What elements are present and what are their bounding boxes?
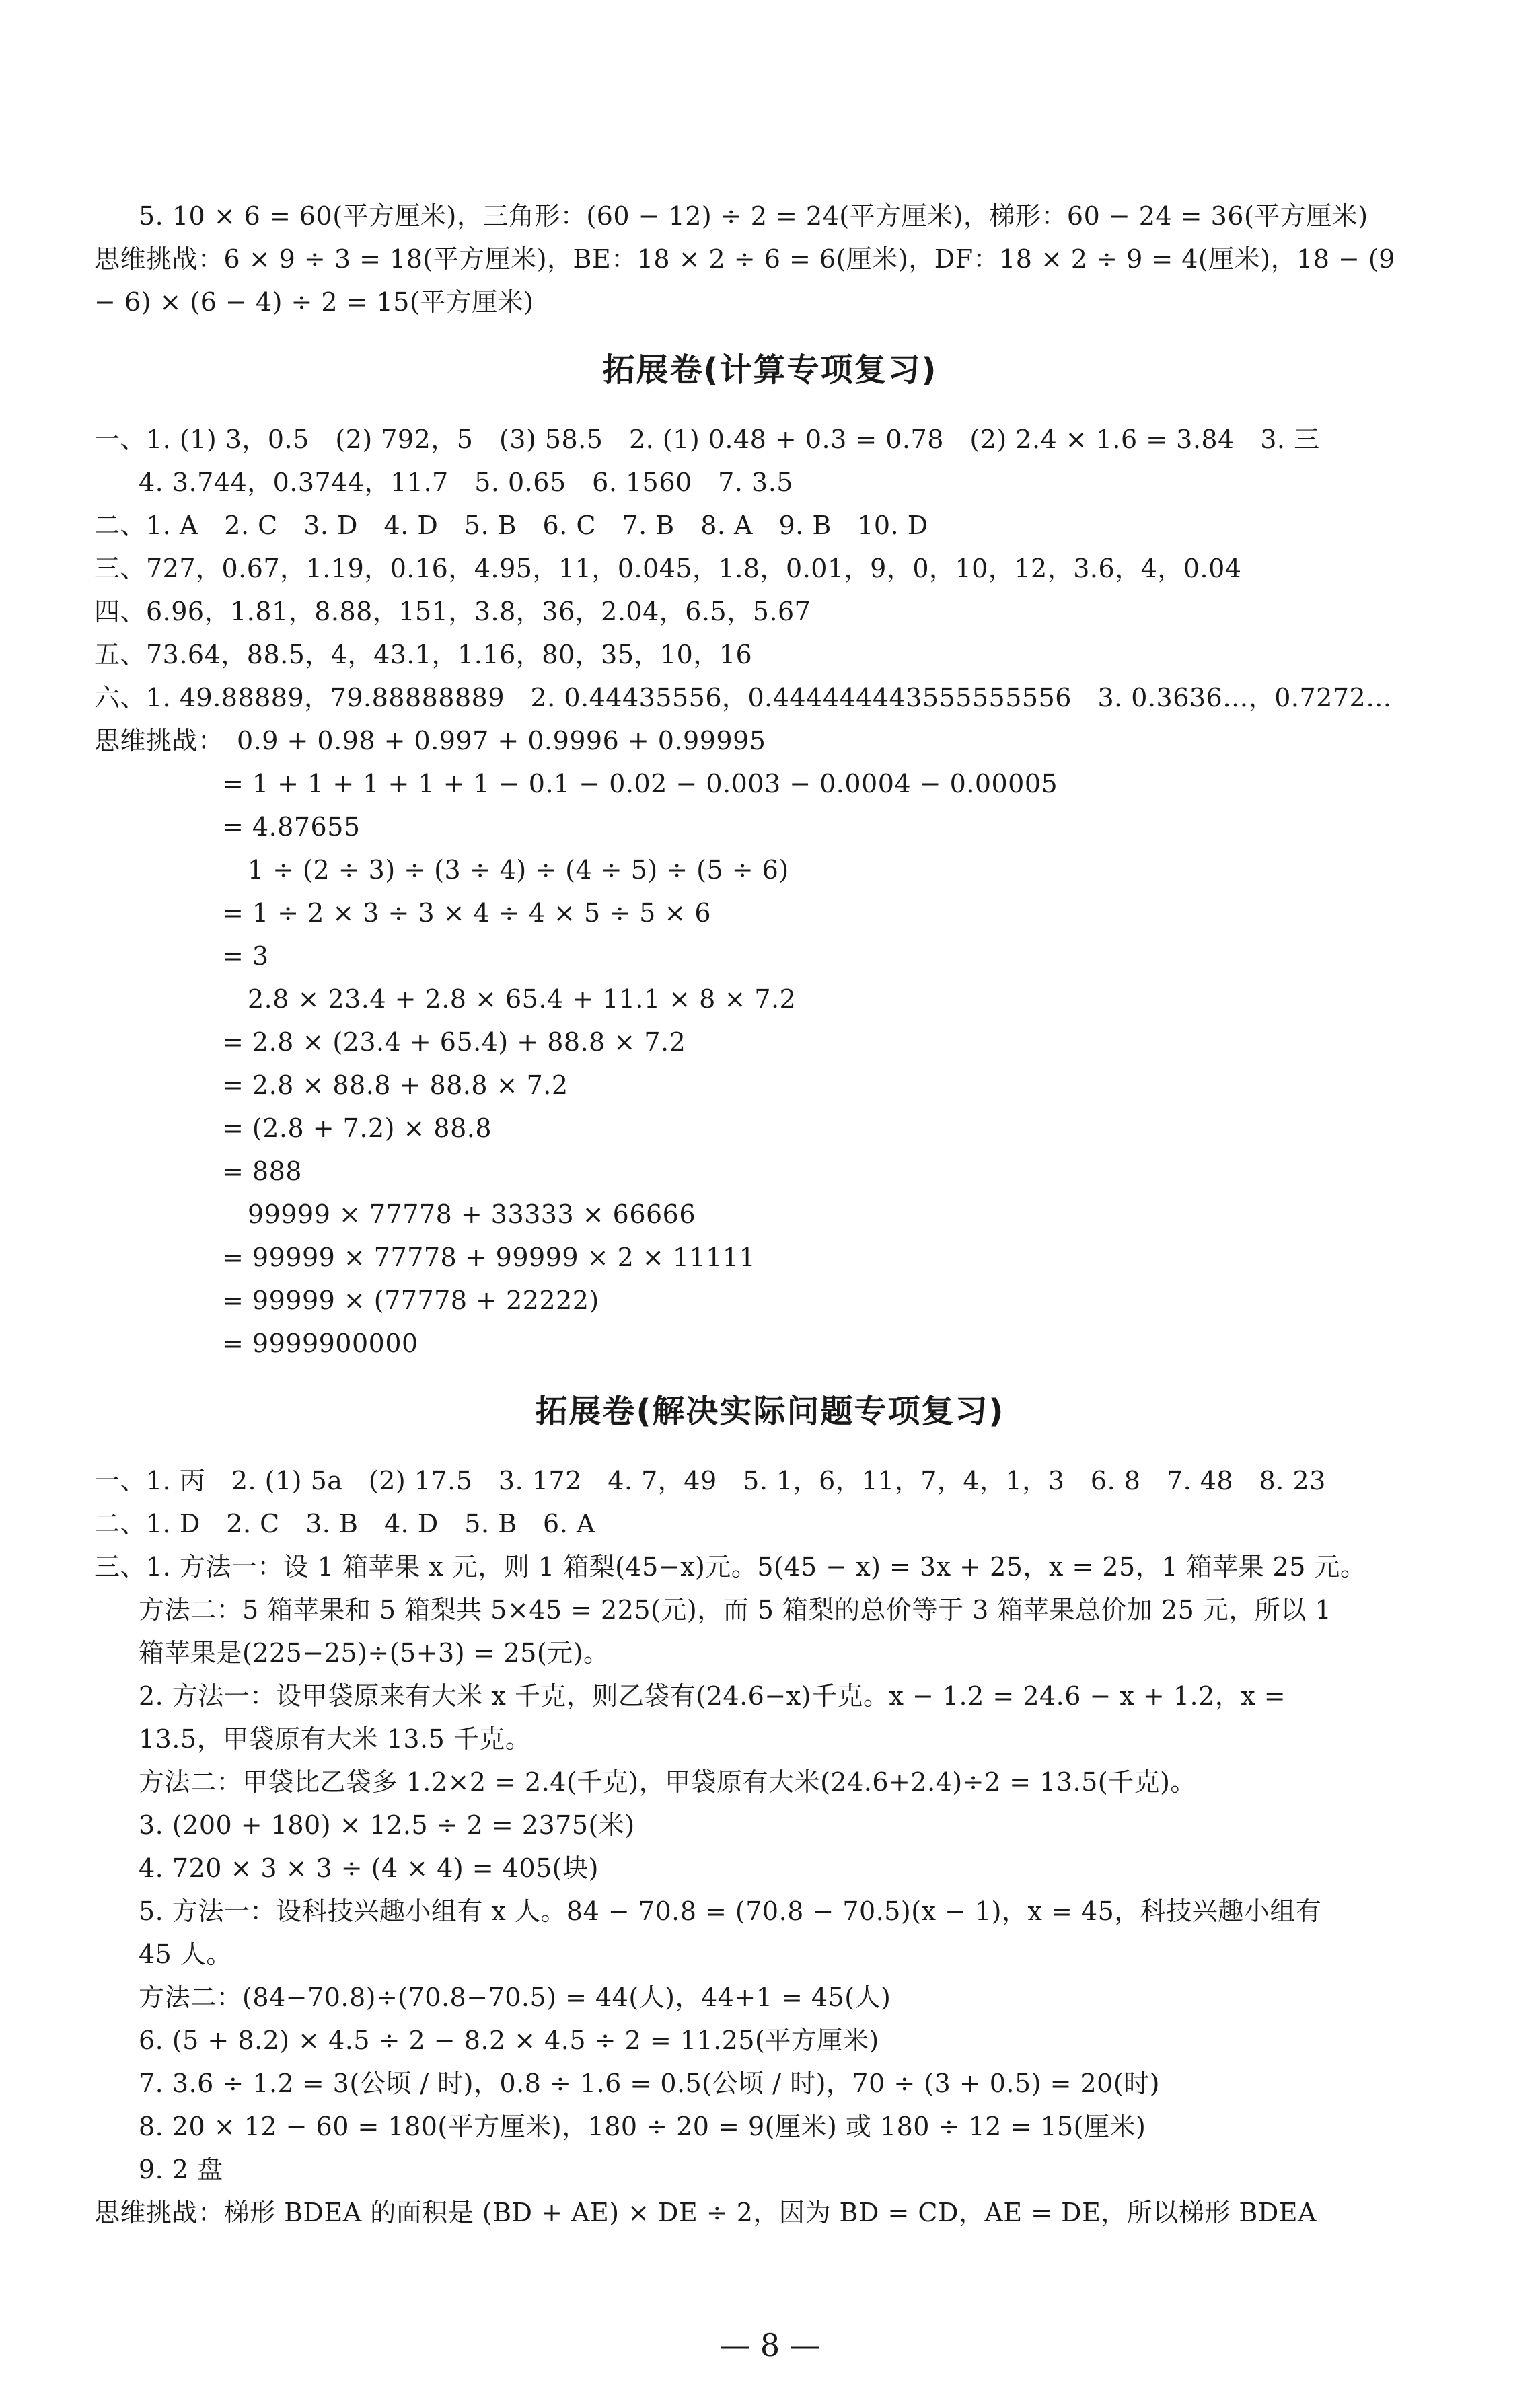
answer-line: 45 人。	[139, 1939, 232, 1969]
answer-line: − 6) × (6 − 4) ÷ 2 = 15(平方厘米)	[94, 287, 534, 317]
answer-line: 一、1. 丙 2. (1) 5a (2) 17.5 3. 172 4. 7，49 5. 1，6，11，7，4，1，3 6. 8 7. 48 8. 23	[94, 1466, 1326, 1495]
answer-line: 箱苹果是(225−25)÷(5+3) = 25(元)。	[139, 1638, 610, 1668]
answer-line: 五、73.64，88.5，4，43.1，1.16，80，35，10，16	[94, 640, 753, 669]
answer-line: 8. 20 × 12 − 60 = 180(平方厘米)，180 ÷ 20 = 9(厘米) 或 180 ÷ 12 = 15(厘米)	[139, 2112, 1146, 2141]
answer-line: 7. 3.6 ÷ 1.2 = 3(公顷 / 时)，0.8 ÷ 1.6 = 0.5(公顷 / 时)，70 ÷ (3 + 0.5) = 20(时)	[139, 2069, 1161, 2098]
answer-line: 2. 方法一：设甲袋原来有大米 x 千克，则乙袋有(24.6−x)千克。x − 1.2 = 24.6 − x + 1.2，x =	[139, 1681, 1286, 1711]
answer-line: 四、6.96，1.81，8.88，151，3.8，36，2.04，6.5，5.67	[94, 597, 811, 626]
calc-step: = 3	[222, 941, 269, 971]
answer-line: 9. 2 盘	[139, 2155, 223, 2184]
calc-step: 2.8 × 23.4 + 2.8 × 65.4 + 11.1 × 8 × 7.2	[248, 984, 797, 1014]
answer-line: 二、1. D 2. C 3. B 4. D 5. B 6. A	[94, 1509, 595, 1539]
calc-step: 1 ÷ (2 ÷ 3) ÷ (3 ÷ 4) ÷ (4 ÷ 5) ÷ (5 ÷ 6)	[248, 855, 789, 885]
thinking-challenge-line: 思维挑战： 0.9 + 0.98 + 0.997 + 0.9996 + 0.99995	[94, 726, 766, 755]
answer-line: 13.5，甲袋原有大米 13.5 千克。	[139, 1724, 531, 1754]
answer-line: 4. 720 × 3 × 3 ÷ (4 × 4) = 405(块)	[139, 1853, 599, 1883]
answer-line: 思维挑战：6 × 9 ÷ 3 = 18(平方厘米)，BE：18 × 2 ÷ 6 = 6(厘米)，DF：18 × 2 ÷ 9 = 4(厘米)，18 − (9	[94, 244, 1395, 274]
calc-step: = (2.8 + 7.2) × 88.8	[222, 1113, 492, 1143]
page-number: — 8 —	[719, 2327, 821, 2363]
calc-step: = 99999 × 77778 + 99999 × 2 × 11111	[222, 1243, 756, 1272]
calc-step: = 9999900000	[222, 1329, 418, 1358]
thinking-challenge-line: 思维挑战：梯形 BDEA 的面积是 (BD + AE) × DE ÷ 2，因为 BD = CD，AE = DE，所以梯形 BDEA	[94, 2198, 1317, 2227]
calc-step: = 1 ÷ 2 × 3 ÷ 3 × 4 ÷ 4 × 5 ÷ 5 × 6	[222, 898, 711, 928]
answer-line: 3. (200 + 180) × 12.5 ÷ 2 = 2375(米)	[139, 1810, 635, 1840]
answer-line: 三、1. 方法一：设 1 箱苹果 x 元，则 1 箱梨(45−x)元。5(45 − x) = 3x + 25，x = 25，1 箱苹果 25 元。	[94, 1552, 1366, 1582]
calc-step: = 1 + 1 + 1 + 1 + 1 − 0.1 − 0.02 − 0.003 − 0.0004 − 0.00005	[222, 769, 1058, 799]
answer-line: 三、727，0.67，1.19，0.16，4.95，11，0.045，1.8，0.01，9，0，10，12，3.6，4，0.04	[94, 554, 1242, 583]
calc-step: = 2.8 × 88.8 + 88.8 × 7.2	[222, 1070, 569, 1100]
section-title-word-problems: 拓展卷(解决实际问题专项复习)	[535, 1393, 1005, 1430]
answer-line: 方法二：甲袋比乙袋多 1.2×2 = 2.4(千克)，甲袋原有大米(24.6+2.4)÷2 = 13.5(千克)。	[139, 1767, 1196, 1797]
calc-step: = 4.87655	[222, 812, 361, 842]
calc-step: 99999 × 77778 + 33333 × 66666	[248, 1199, 696, 1229]
calc-step: = 888	[222, 1156, 302, 1186]
answer-line: 5. 10 × 6 = 60(平方厘米)，三角形：(60 − 12) ÷ 2 = 24(平方厘米)，梯形：60 − 24 = 36(平方厘米)	[139, 201, 1368, 231]
answer-line: 方法二：(84−70.8)÷(70.8−70.5) = 44(人)，44+1 = 45(人)	[139, 1983, 891, 2012]
calc-step: = 2.8 × (23.4 + 65.4) + 88.8 × 7.2	[222, 1027, 686, 1057]
answer-line: 方法二：5 箱苹果和 5 箱梨共 5×45 = 225(元)，而 5 箱梨的总价等于 3 箱苹果总价加 25 元，所以 1	[139, 1595, 1332, 1625]
calc-step: = 99999 × (77778 + 22222)	[222, 1286, 599, 1315]
answer-line: 一、1. (1) 3，0.5 (2) 792，5 (3) 58.5 2. (1) 0.48 + 0.3 = 0.78 (2) 2.4 × 1.6 = 3.84 3. 三	[94, 424, 1320, 454]
answer-line: 二、1. A 2. C 3. D 4. D 5. B 6. C 7. B 8. A 9. B 10. D	[94, 511, 928, 540]
section-title-calc: 拓展卷(计算专项复习)	[602, 351, 938, 389]
answer-line: 5. 方法一：设科技兴趣小组有 x 人。84 − 70.8 = (70.8 − 70.5)(x − 1)，x = 45，科技兴趣小组有	[139, 1896, 1322, 1926]
answer-line: 6. (5 + 8.2) × 4.5 ÷ 2 − 8.2 × 4.5 ÷ 2 = 11.25(平方厘米)	[139, 2026, 879, 2055]
answer-line: 六、1. 49.88889，79.88888889 2. 0.44435556，0.444444443555555556 3. 0.3636…，0.7272…	[94, 683, 1392, 712]
answer-line: 4. 3.744，0.3744，11.7 5. 0.65 6. 1560 7. 3.5	[139, 468, 793, 497]
